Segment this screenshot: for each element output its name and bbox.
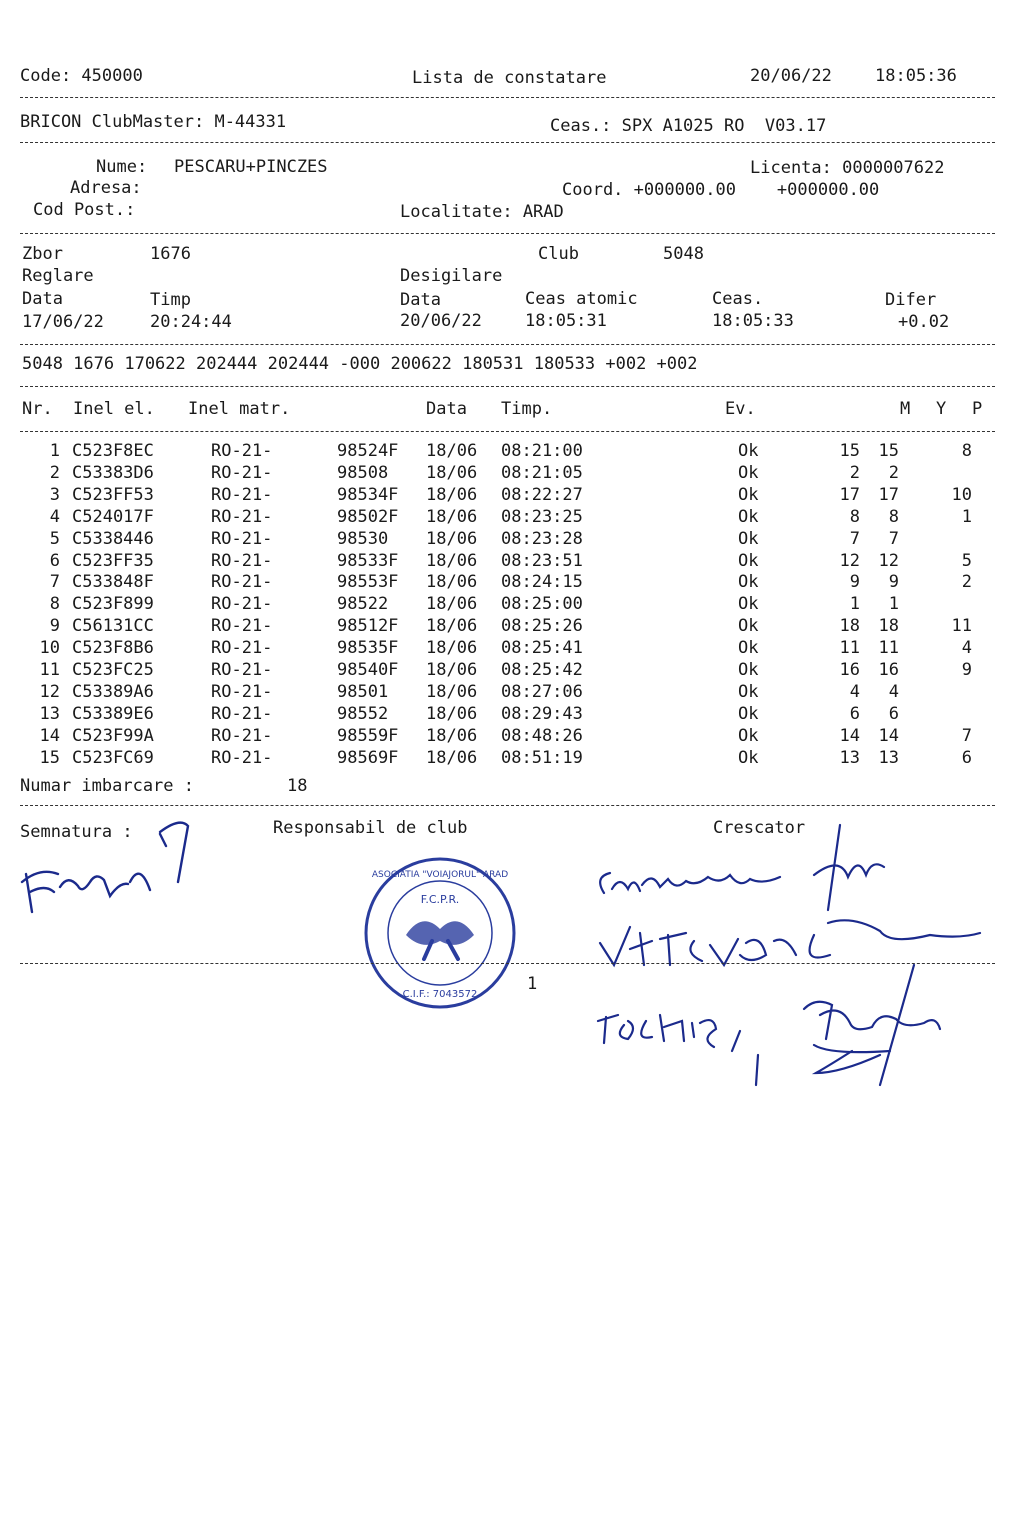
place-y: 17 <box>878 484 899 505</box>
place-p: 7 <box>961 725 972 746</box>
atomic-clock-time: 18:05:31 <box>525 311 607 331</box>
difference-label: Difer <box>885 290 937 310</box>
arrival-date: 18/06 <box>426 681 478 702</box>
table-row <box>0 463 1024 485</box>
electronic-ring: C523F99A <box>72 725 154 746</box>
place-p: 5 <box>961 550 972 571</box>
arrival-time: 08:24:15 <box>501 572 583 593</box>
arrival-date: 18/06 <box>426 462 478 483</box>
ring-prefix: RO-21- <box>211 725 273 746</box>
electronic-ring: C53383D6 <box>72 462 154 483</box>
place-p: 10 <box>951 484 972 505</box>
divider <box>20 233 995 234</box>
col-header-y: Y <box>936 399 947 419</box>
table-row <box>0 507 1024 529</box>
place-y: 8 <box>888 506 899 527</box>
breeder-signatures <box>590 815 990 1095</box>
place-m: 7 <box>849 528 860 549</box>
arrival-time: 08:21:05 <box>501 462 583 483</box>
col-header-m: M <box>900 399 911 419</box>
ring-number: 98501 <box>337 681 389 702</box>
stamp-bottom-text: C.I.F.: 7043572 <box>402 989 478 1000</box>
place-y: 18 <box>878 616 899 637</box>
electronic-ring: C56131CC <box>72 616 154 637</box>
clock-time: 18:05:33 <box>712 311 794 331</box>
event-status: Ok <box>738 681 759 702</box>
arrival-time: 08:23:51 <box>501 550 583 571</box>
reglare-time: 20:24:44 <box>150 312 232 332</box>
ring-number: 98522 <box>337 594 389 615</box>
ring-prefix: RO-21- <box>211 594 273 615</box>
electronic-ring: C533848F <box>72 572 154 593</box>
table-row <box>0 726 1024 748</box>
event-status: Ok <box>738 484 759 505</box>
document-title: Lista de constatare <box>412 68 607 88</box>
stamp-top-text: ASOCIATIA "VOIAJORUL" ARAD <box>371 870 509 880</box>
place-y: 15 <box>878 441 899 461</box>
table-row <box>0 748 1024 770</box>
club-number: 5048 <box>663 244 704 264</box>
flight-number: 1676 <box>150 244 191 264</box>
owner-name: PESCARU+PINCZES <box>174 157 328 177</box>
table-row <box>0 594 1024 616</box>
report-time: 18:05:36 <box>875 66 957 86</box>
ring-prefix: RO-21- <box>211 681 273 702</box>
event-status: Ok <box>738 441 759 461</box>
arrival-date: 18/06 <box>426 550 478 571</box>
divider <box>20 805 995 806</box>
place-m: 8 <box>849 506 860 527</box>
event-status: Ok <box>738 638 759 659</box>
licence-number: Licenta: 0000007622 <box>750 158 945 178</box>
place-y: 12 <box>878 550 899 571</box>
ring-number: 98524F <box>337 441 399 461</box>
event-status: Ok <box>738 616 759 637</box>
ring-prefix: RO-21- <box>211 638 273 659</box>
place-p: 1 <box>961 506 972 527</box>
arrival-date: 18/06 <box>426 638 478 659</box>
table-row <box>0 485 1024 507</box>
row-number: 15 <box>39 747 60 768</box>
row-number: 9 <box>49 616 60 637</box>
event-status: Ok <box>738 528 759 549</box>
ring-number: 98540F <box>337 660 399 680</box>
arrival-time: 08:48:26 <box>501 725 583 746</box>
arrival-time: 08:25:41 <box>501 638 583 659</box>
place-m: 14 <box>839 725 860 746</box>
desigilare-date: 20/06/22 <box>400 311 482 331</box>
event-status: Ok <box>738 747 759 768</box>
ring-prefix: RO-21- <box>211 703 273 724</box>
clock-label: Ceas. <box>712 289 764 309</box>
arrival-date: 18/06 <box>426 747 478 768</box>
arrival-time: 08:22:27 <box>501 484 583 505</box>
desigilare-label: Desigilare <box>400 266 503 286</box>
code-label: Code: 450000 <box>20 66 143 86</box>
event-status: Ok <box>738 594 759 615</box>
row-number: 11 <box>39 660 60 680</box>
code-line: 5048 1676 170622 202444 202444 -000 200622 180531 180533 +002 +002 <box>22 354 698 374</box>
place-y: 6 <box>888 703 899 724</box>
postal-code-label: Cod Post.: <box>33 200 136 220</box>
table-row <box>0 529 1024 551</box>
place-y: 1 <box>888 594 899 615</box>
place-p: 6 <box>961 747 972 768</box>
electronic-ring: C524017F <box>72 506 154 527</box>
place-p: 9 <box>961 660 972 680</box>
place-m: 1 <box>849 594 860 615</box>
place-p: 8 <box>961 441 972 461</box>
place-p: 11 <box>951 616 972 637</box>
electronic-ring: C523FC69 <box>72 747 154 768</box>
data-label: Data <box>22 289 63 309</box>
arrival-date: 18/06 <box>426 725 478 746</box>
row-number: 3 <box>49 484 60 505</box>
ring-number: 98535F <box>337 638 399 659</box>
place-y: 7 <box>888 528 899 549</box>
table-row <box>0 638 1024 660</box>
place-m: 18 <box>839 616 860 637</box>
nume-label: Nume: <box>96 157 148 177</box>
flight-label: Zbor <box>22 244 63 264</box>
place-m: 11 <box>839 638 860 659</box>
ring-number: 98512F <box>337 616 399 637</box>
arrival-time: 08:23:25 <box>501 506 583 527</box>
table-row <box>0 616 1024 638</box>
divider <box>20 344 995 345</box>
difference-value: +0.02 <box>898 312 950 332</box>
row-number: 12 <box>39 681 60 702</box>
place-y: 14 <box>878 725 899 746</box>
place-p: 2 <box>961 572 972 593</box>
arrival-date: 18/06 <box>426 528 478 549</box>
boarding-count-value: 18 <box>287 776 308 796</box>
row-number: 2 <box>49 462 60 483</box>
place-m: 13 <box>839 747 860 768</box>
divider <box>20 431 995 432</box>
arrival-time: 08:25:26 <box>501 616 583 637</box>
row-number: 13 <box>39 703 60 724</box>
row-number: 5 <box>49 528 60 549</box>
ring-number: 98534F <box>337 484 399 505</box>
ring-prefix: RO-21- <box>211 747 273 768</box>
atomic-clock-label: Ceas atomic <box>525 289 638 309</box>
ring-number: 98569F <box>337 747 399 768</box>
ring-prefix: RO-21- <box>211 572 273 593</box>
signature-label: Semnatura : <box>20 822 133 842</box>
electronic-ring: C523F8B6 <box>72 638 154 659</box>
club-label: Club <box>538 244 579 264</box>
timp-label: Timp <box>150 290 191 310</box>
ring-prefix: RO-21- <box>211 528 273 549</box>
row-number: 10 <box>39 638 60 659</box>
col-header-inel-matr: Inel matr. <box>188 399 291 419</box>
table-row <box>0 660 1024 682</box>
arrival-date: 18/06 <box>426 484 478 505</box>
electronic-ring: C5338446 <box>72 528 154 549</box>
row-number: 6 <box>49 550 60 571</box>
ring-prefix: RO-21- <box>211 506 273 527</box>
table-row <box>0 441 1024 463</box>
ring-number: 98533F <box>337 550 399 571</box>
arrival-time: 08:25:00 <box>501 594 583 615</box>
place-y: 16 <box>878 660 899 680</box>
electronic-ring: C523FF53 <box>72 484 154 505</box>
ring-number: 98530 <box>337 528 389 549</box>
breeder-label: Crescator <box>713 818 806 838</box>
ring-prefix: RO-21- <box>211 616 273 637</box>
electronic-ring: C53389A6 <box>72 681 154 702</box>
divider <box>20 97 995 98</box>
col-header-timp: Timp. <box>501 399 553 419</box>
arrival-date: 18/06 <box>426 506 478 527</box>
table-row <box>0 551 1024 573</box>
ring-prefix: RO-21- <box>211 484 273 505</box>
row-number: 1 <box>49 441 60 461</box>
place-m: 6 <box>849 703 860 724</box>
data-label: Data <box>400 290 441 310</box>
col-header-inel-el: Inel el. <box>73 399 155 419</box>
ring-prefix: RO-21- <box>211 660 273 680</box>
place-y: 9 <box>888 572 899 593</box>
electronic-ring: C523F8EC <box>72 441 154 461</box>
place-m: 9 <box>849 572 860 593</box>
place-m: 12 <box>839 550 860 571</box>
event-status: Ok <box>738 703 759 724</box>
arrival-date: 18/06 <box>426 703 478 724</box>
divider <box>20 386 995 387</box>
club-responsible-label: Responsabil de club <box>273 818 468 838</box>
ring-prefix: RO-21- <box>211 462 273 483</box>
event-status: Ok <box>738 725 759 746</box>
place-p: 4 <box>961 638 972 659</box>
arrival-time: 08:21:00 <box>501 441 583 461</box>
row-number: 7 <box>49 572 60 593</box>
place-m: 2 <box>849 462 860 483</box>
divider <box>20 963 995 964</box>
arrival-time: 08:23:28 <box>501 528 583 549</box>
place-y: 11 <box>878 638 899 659</box>
table-row <box>0 682 1024 704</box>
event-status: Ok <box>738 572 759 593</box>
arrival-date: 18/06 <box>426 594 478 615</box>
arrival-date: 18/06 <box>426 660 478 680</box>
locality: Localitate: ARAD <box>400 202 564 222</box>
place-y: 2 <box>888 462 899 483</box>
divider <box>20 142 995 143</box>
ring-number: 98508 <box>337 462 389 483</box>
reglare-date: 17/06/22 <box>22 312 104 332</box>
clock-info: Ceas.: SPX A1025 RO V03.17 <box>550 116 827 136</box>
row-number: 4 <box>49 506 60 527</box>
electronic-ring: C53389E6 <box>72 703 154 724</box>
event-status: Ok <box>738 550 759 571</box>
table-row <box>0 704 1024 726</box>
arrival-time: 08:27:06 <box>501 681 583 702</box>
system-name: BRICON ClubMaster: M-44331 <box>20 112 287 132</box>
page-number: 1 <box>527 974 538 994</box>
arrival-date: 18/06 <box>426 572 478 593</box>
ring-number: 98552 <box>337 703 389 724</box>
reglare-label: Reglare <box>22 266 94 286</box>
arrival-time: 08:25:42 <box>501 660 583 680</box>
place-m: 4 <box>849 681 860 702</box>
col-header-nr: Nr. <box>22 399 53 419</box>
ring-prefix: RO-21- <box>211 441 273 461</box>
event-status: Ok <box>738 462 759 483</box>
ring-number: 98559F <box>337 725 399 746</box>
table-row <box>0 572 1024 594</box>
report-date: 20/06/22 <box>750 66 832 86</box>
electronic-ring: C523FC25 <box>72 660 154 680</box>
row-number: 8 <box>49 594 60 615</box>
row-number: 14 <box>39 725 60 746</box>
arrival-date: 18/06 <box>426 441 478 461</box>
owner-signature <box>10 812 200 922</box>
arrival-time: 08:51:19 <box>501 747 583 768</box>
place-m: 16 <box>839 660 860 680</box>
arrival-date: 18/06 <box>426 616 478 637</box>
electronic-ring: C523FF35 <box>72 550 154 571</box>
address-label: Adresa: <box>70 178 142 198</box>
col-header-ev: Ev. <box>725 399 756 419</box>
place-m: 15 <box>839 441 860 461</box>
ring-number: 98553F <box>337 572 399 593</box>
coordinates: Coord. +000000.00 +000000.00 <box>562 180 880 200</box>
club-stamp <box>362 855 518 1011</box>
col-header-p: P <box>972 399 983 419</box>
place-y: 4 <box>888 681 899 702</box>
arrival-time: 08:29:43 <box>501 703 583 724</box>
event-status: Ok <box>738 506 759 527</box>
place-m: 17 <box>839 484 860 505</box>
ring-prefix: RO-21- <box>211 550 273 571</box>
col-header-data: Data <box>426 399 467 419</box>
stamp-center-text: F.C.P.R. <box>420 893 460 906</box>
boarding-count-label: Numar imbarcare : <box>20 776 194 796</box>
event-status: Ok <box>738 660 759 680</box>
electronic-ring: C523F899 <box>72 594 154 615</box>
ring-number: 98502F <box>337 506 399 527</box>
place-y: 13 <box>878 747 899 768</box>
